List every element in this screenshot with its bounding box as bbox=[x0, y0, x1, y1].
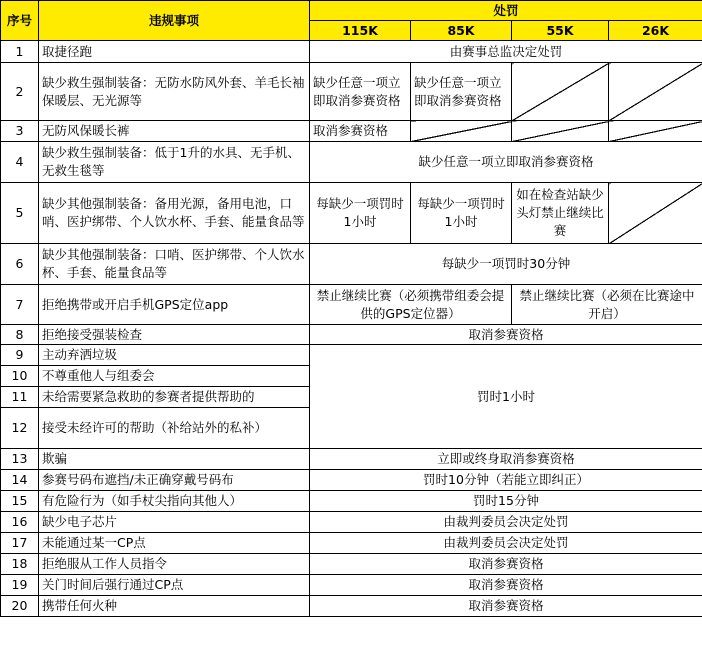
row-number: 2 bbox=[1, 63, 39, 121]
row-number: 8 bbox=[1, 325, 39, 345]
table-row bbox=[1, 142, 702, 183]
header-group-115k: 115K bbox=[310, 21, 411, 41]
row-number: 19 bbox=[1, 575, 39, 596]
violation-item: 缺少救生强制装备：无防水防风外套、羊毛长袖保暖层、无光源等 bbox=[39, 63, 310, 121]
header-group-85k: 85K bbox=[411, 21, 512, 41]
violation-item: 缺少救生强制装备：低于1升的水具、无手机、无救生毯等 bbox=[39, 142, 310, 183]
penalty-cell-85k: 缺少任意一项立即取消参赛资格 bbox=[411, 63, 512, 121]
row-number: 15 bbox=[1, 491, 39, 512]
header-no: 序号 bbox=[1, 1, 39, 41]
violation-item: 未给需要紧急救助的参赛者提供帮助的 bbox=[39, 387, 310, 408]
table-row bbox=[1, 121, 702, 142]
row-number: 12 bbox=[1, 408, 39, 449]
row-number: 11 bbox=[1, 387, 39, 408]
row-number: 20 bbox=[1, 596, 39, 617]
penalty-cell: 取消参赛资格 bbox=[310, 575, 702, 596]
table-row bbox=[1, 325, 702, 345]
table-row bbox=[1, 575, 702, 596]
violation-item: 参赛号码布遮挡/未正确穿戴号码布 bbox=[39, 470, 310, 491]
not-applicable-cell bbox=[609, 63, 702, 121]
violation-item: 不尊重他人与组委会 bbox=[39, 366, 310, 387]
row-number: 7 bbox=[1, 285, 39, 325]
violation-item: 主动弃洒垃圾 bbox=[39, 345, 310, 366]
row-number: 5 bbox=[1, 183, 39, 244]
table-row bbox=[1, 41, 702, 63]
header-penalty: 处罚 bbox=[310, 1, 702, 21]
row-number: 4 bbox=[1, 142, 39, 183]
violation-item: 关门时间后强行通过CP点 bbox=[39, 575, 310, 596]
not-applicable-cell bbox=[609, 121, 702, 142]
penalty-cell: 缺少任意一项立即取消参赛资格 bbox=[310, 142, 702, 183]
penalty-cell: 每缺少一项罚时30分钟 bbox=[310, 244, 702, 285]
row-number: 3 bbox=[1, 121, 39, 142]
row-number: 13 bbox=[1, 449, 39, 470]
violation-item: 无防风保暖长裤 bbox=[39, 121, 310, 142]
penalty-cell-115k: 取消参赛资格 bbox=[310, 121, 411, 142]
row-number: 10 bbox=[1, 366, 39, 387]
table-row bbox=[1, 63, 702, 121]
violation-item: 有危险行为（如手杖尖指向其他人） bbox=[39, 491, 310, 512]
table-row bbox=[1, 512, 702, 533]
penalty-cell-55k: 如在检查站缺少头灯禁止继续比赛 bbox=[512, 183, 609, 244]
header-group-26k: 26K bbox=[609, 21, 702, 41]
table-row bbox=[1, 449, 702, 470]
penalty-cell: 取消参赛资格 bbox=[310, 554, 702, 575]
penalty-cell-115k: 每缺少一项罚时1小时 bbox=[310, 183, 411, 244]
violation-item: 拒绝接受强装检查 bbox=[39, 325, 310, 345]
penalty-cell-115k: 缺少任意一项立即取消参赛资格 bbox=[310, 63, 411, 121]
not-applicable-cell bbox=[512, 63, 609, 121]
table-row bbox=[1, 345, 702, 366]
violation-item: 缺少其他强制装备：备用光源，备用电池，口哨、医护绑带、个人饮水杯、手套、能量食品等 bbox=[39, 183, 310, 244]
table-row bbox=[1, 554, 702, 575]
row-number: 9 bbox=[1, 345, 39, 366]
table-row bbox=[1, 470, 702, 491]
penalty-cell-55k-26k: 禁止继续比赛（必须在比赛途中开启） bbox=[512, 285, 702, 325]
row-number: 6 bbox=[1, 244, 39, 285]
violation-item: 接受未经许可的帮助（补给站外的私补） bbox=[39, 408, 310, 449]
penalty-cell: 由裁判委员会决定处罚 bbox=[310, 533, 702, 554]
row-number: 14 bbox=[1, 470, 39, 491]
violation-item: 携带任何火种 bbox=[39, 596, 310, 617]
table-row bbox=[1, 244, 702, 285]
violation-item: 缺少其他强制装备：口哨、医护绑带、个人饮水杯、手套、能量食品等 bbox=[39, 244, 310, 285]
header-item: 违规事项 bbox=[39, 1, 310, 41]
row-number: 1 bbox=[1, 41, 39, 63]
row-number: 16 bbox=[1, 512, 39, 533]
penalty-cell-85k: 每缺少一项罚时1小时 bbox=[411, 183, 512, 244]
penalty-cell: 罚时10分钟（若能立即纠正） bbox=[310, 470, 702, 491]
penalty-cell: 取消参赛资格 bbox=[310, 325, 702, 345]
table-row bbox=[1, 596, 702, 617]
row-number: 18 bbox=[1, 554, 39, 575]
header-group-55k: 55K bbox=[512, 21, 609, 41]
penalty-cell-115k-85k: 禁止继续比赛（必须携带组委会提供的GPS定位器） bbox=[310, 285, 512, 325]
not-applicable-cell bbox=[411, 121, 512, 142]
penalty-cell: 由裁判委员会决定处罚 bbox=[310, 512, 702, 533]
table-row bbox=[1, 533, 702, 554]
violation-item: 拒绝服从工作人员指令 bbox=[39, 554, 310, 575]
table-row bbox=[1, 285, 702, 325]
penalty-cell: 由赛事总监决定处罚 bbox=[310, 41, 702, 63]
table-row bbox=[1, 183, 702, 244]
penalty-cell: 罚时1小时 bbox=[310, 345, 702, 449]
violation-item: 欺骗 bbox=[39, 449, 310, 470]
violation-item: 未能通过某一CP点 bbox=[39, 533, 310, 554]
penalty-cell: 罚时15分钟 bbox=[310, 491, 702, 512]
table-row bbox=[1, 491, 702, 512]
not-applicable-cell bbox=[512, 121, 609, 142]
violation-item: 拒绝携带或开启手机GPS定位app bbox=[39, 285, 310, 325]
penalty-cell: 立即或终身取消参赛资格 bbox=[310, 449, 702, 470]
violation-item: 取捷径跑 bbox=[39, 41, 310, 63]
violation-item: 缺少电子芯片 bbox=[39, 512, 310, 533]
not-applicable-cell bbox=[609, 183, 702, 244]
penalty-cell: 取消参赛资格 bbox=[310, 596, 702, 617]
row-number: 17 bbox=[1, 533, 39, 554]
